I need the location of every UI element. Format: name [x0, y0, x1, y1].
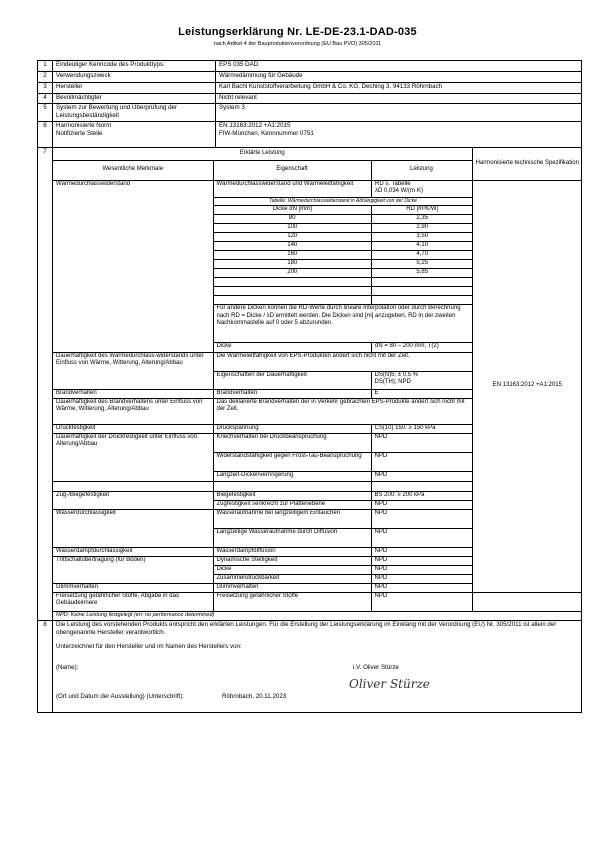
rd-value: 5,85 — [372, 269, 473, 278]
norm-label: Harmonisierte Norm — [56, 122, 112, 129]
row-label: Eindeutiger Kenncode des Produkttyps: — [53, 61, 216, 72]
eig-dicke-tritt: Dicke — [213, 565, 371, 574]
notified-body-label: Notifizierte Stelle — [56, 130, 103, 138]
row-6 — [38, 122, 582, 148]
table-row — [214, 260, 473, 269]
row-value: Nicht relevant — [216, 94, 582, 104]
thickness-value: 120 — [214, 233, 372, 242]
row-value — [216, 122, 582, 148]
merkmal-zug: Zug-/Biegefestigkeit — [53, 491, 213, 509]
leist-druck: CS(10) 150: ≥ 150 kPa — [371, 424, 472, 433]
interpolation-note-row — [214, 305, 473, 343]
name-label: (Name): — [56, 664, 79, 671]
row-number: 1 — [38, 61, 53, 72]
eig-kriech: Kriechverhalten bei Druckbeanspruchung — [213, 433, 371, 452]
merkmal-dauerhaft-druck: Dauerhaftigkeit der Druckfestigkeit unter Einfluss von Alterung/Abbau — [53, 433, 213, 481]
place-date-value: Röhrnbach, 20.11.2023 — [222, 693, 287, 700]
table-row-empty — [214, 296, 473, 305]
rd-value: 4,10 — [372, 242, 473, 251]
eig-biege: Biegefestigkeit — [213, 491, 371, 500]
document-title: Leistungserklärung Nr. LE-DE-23.1-DAD-035 — [178, 26, 417, 38]
merkmal-dauerhaft-brand: Dauerhaftigkeit des Brandverhaltens unter Einfluss von Wärme, Witterung, Alterung/Abbau — [53, 398, 213, 424]
interpolation-note: Für andere Dicken können die RD-Werte durch lineare Interpolation oder durch Berechnung nach RD = Dicke / λD ermittelt werden. Die Dicken sind [m] anzugeben, RD in der zweiten Nachkommastelle auf 0 oder 5 abzurunden. — [214, 305, 473, 343]
eig-dauerhaft: Eigenschaften der Dauerhaftigkeit — [213, 371, 371, 389]
row-number: 8 — [38, 621, 53, 713]
table-row-empty — [214, 287, 473, 296]
document-subtitle: nach Artikel 4 der Bauproduktenverordnung (EU Bau PVO) 305/2011 — [213, 41, 382, 47]
leist-dicke: dN = 80 – 200 mm; T(2) — [372, 343, 473, 352]
eig-brand: Brandverhalten — [213, 389, 371, 398]
table-row — [214, 269, 473, 278]
leist-rd: RD s. Tabelle — [375, 180, 411, 187]
rd-value: 2,90 — [372, 224, 473, 233]
table-caption-row — [214, 198, 473, 206]
eig-diffusion: Langzeitige Wasseraufnahme durch Diffusion — [213, 528, 371, 547]
row-5 — [38, 104, 582, 122]
col-header-merkmale: Wesentliche Merkmale — [53, 160, 213, 180]
eig-gef: Freisetzung gefährlicher Stoffe — [213, 592, 371, 611]
row-2 — [38, 72, 582, 83]
waerme-cell — [213, 180, 472, 352]
leist-waerme — [372, 181, 473, 198]
row-number: 3 — [38, 83, 53, 94]
section-7 — [38, 148, 582, 621]
leist-kriech: NPD — [371, 433, 472, 452]
leist-dampf: NPD — [371, 547, 472, 556]
row-number: 2 — [38, 72, 53, 83]
norm-value: EN 13163:2012 +A1:2015 — [219, 122, 291, 129]
eig-glimm: Glimmverhalten — [213, 583, 371, 592]
leist-steifigkeit: NPD — [371, 556, 472, 565]
eig-eintauchen: Wasseraufnahme bei langzeitigem Eintauchen — [213, 509, 371, 528]
performance-table — [53, 148, 582, 620]
leist-lambda: λD 0,034 W/(m·K) — [375, 188, 424, 194]
col-header-norm: Harmonisierte technische Spezifikation — [472, 148, 581, 180]
merkmal-dampf: Wasserdampfdurchlässigkeit — [53, 547, 213, 556]
merkmal-waerme: Wärmedurchlasswiderstand — [53, 180, 213, 352]
responsibility-text: Die Leistung des vorstehenden Produkts entspricht den erklärten Leistungen. Für die Erstellung der Leistungserklärung im Einklang mit der Verordnung (EU) Nr. 305/2011 ist allein der obengenannte Hersteller verantwortlich. — [56, 621, 557, 637]
thickness-value: 160 — [214, 251, 372, 260]
table-row-empty — [214, 278, 473, 287]
row-value: Karl Bachl Kunststoffverarbeitung GmbH & Co. KG, Deching 3, 94133 Röhrnbach — [216, 83, 582, 94]
waerme-subtable — [214, 181, 473, 352]
col-header-leistung: Leistung — [371, 160, 472, 180]
merkmal-dauerhaft-waerme: Dauerhaftigkeit des Wärmedurchlass-widerstands unter Einfluss von Wärme, Witterung, Alterung/Abbau — [53, 352, 213, 389]
eig-zug: Zugfestigkeit senkrecht zur Plattenebene — [213, 500, 371, 509]
rd-value: 5,25 — [372, 260, 473, 269]
eig-dampf: Wasserdampfdiffusion — [213, 547, 371, 556]
row-4 — [38, 94, 582, 104]
row-label — [53, 122, 216, 148]
leist-frost: NPD — [371, 452, 472, 471]
dauerhaft-waerme-text: Die Wärmeleitfähigkeit von EPS-Produkten ändert sich nicht mit der Zeit. — [213, 352, 472, 371]
leist-gef: NPD — [371, 592, 472, 611]
section-8 — [38, 621, 582, 713]
row-value: EPS 035 DAD — [216, 61, 582, 72]
eig-steifigkeit: Dynamische Steifigkeit — [213, 556, 371, 565]
norm-spec-value: EN 13163:2012 +A1:2015 — [472, 180, 581, 592]
row-value: Wärmedämmung für Gebäude — [216, 72, 582, 83]
thickness-col-rd: RD [m²K/W] — [372, 206, 473, 215]
performance-heading: Erklärte Leistung — [53, 148, 472, 160]
leist-zug: NPD — [371, 500, 472, 509]
eig-druck: Druckspannung — [213, 424, 371, 433]
waerme-row — [53, 180, 582, 352]
signed-for-text: Unterzeichnet für den Hersteller und im Namen des Herstellers von: — [56, 643, 242, 651]
row-number: 4 — [38, 94, 53, 104]
row-label: Verwendungszweck — [53, 72, 216, 83]
table-row — [214, 224, 473, 233]
name-value: i.V. Oliver Stürze — [353, 664, 399, 671]
signature: Oliver Stürze — [349, 677, 430, 691]
row-label: Bevollmächtigter — [53, 94, 216, 104]
performance-container — [53, 148, 582, 621]
merkmal-tritt: Trittschallübertragung (für Böden) — [53, 556, 213, 583]
eig-waerme: Wärmedurchlasswiderstand und Wärmeleitfähigkeit — [214, 181, 372, 198]
leist-dsth: DS(TH); NPD — [374, 379, 411, 385]
thickness-value: 80 — [214, 215, 372, 224]
npd-note-row — [53, 611, 582, 620]
place-date-label: (Ort und Datum der Ausstellung) (Unterschrift): — [56, 693, 184, 700]
row-label: Hersteller — [53, 83, 216, 94]
rd-value: 4,70 — [372, 251, 473, 260]
row-number: 7 — [38, 148, 53, 621]
leist-langzeit: NPD — [371, 471, 472, 481]
dauerhaft-brand-text: Das deklarierte Brandverhalten der in Verkehr gebrachten EPS-Produkte ändert sich nicht mit der Zeit. — [213, 398, 472, 424]
merkmal-glimm: Glimmverhalten — [53, 583, 213, 592]
eig-zusammendrueck: Zusammendrückbarkeit — [213, 574, 371, 583]
notified-body-value: FIW-München, Kennnummer 0751 — [219, 130, 314, 138]
rd-value: 3,50 — [372, 233, 473, 242]
table-row — [214, 233, 473, 242]
merkmal-gef: Freisetzung gefährlicher Stoffe, Abgabe in das Gebäudeinnere — [53, 592, 213, 611]
thickness-value: 140 — [214, 242, 372, 251]
row-label: System zur Bewertung und Überprüfung der Leistungsbeständigkeit — [53, 104, 216, 122]
leist-glimm: NPD — [371, 583, 472, 592]
performance-heading-row — [53, 148, 582, 160]
declaration-table — [37, 60, 582, 713]
rd-value: 2,35 — [372, 215, 473, 224]
leist-biege: BS 200: ≥ 200 kPa — [371, 491, 472, 500]
leist-diffusion: NPD — [371, 528, 472, 547]
row-3 — [38, 83, 582, 94]
thickness-col-dicke: Dicke dN [mm] — [214, 206, 372, 215]
merkmal-druck: Druckfestigkeit — [53, 424, 213, 433]
row-number: 6 — [38, 122, 53, 148]
table-row — [214, 215, 473, 224]
section-8-content — [53, 621, 582, 713]
eig-dicke: Dicke — [214, 343, 372, 352]
thickness-value: 180 — [214, 260, 372, 269]
merkmal-brand: Brandverhalten — [53, 389, 213, 398]
leist-dicke-tritt: NPD — [371, 565, 472, 574]
row-1 — [38, 61, 582, 72]
eig-langzeit: Langzeit-Dickenverringerung — [213, 471, 371, 481]
row-number: 5 — [38, 104, 53, 122]
row-value: System 3 — [216, 104, 582, 122]
table-row — [214, 251, 473, 260]
leist-dsn: DS(N)5; ± 0,5 % — [374, 371, 419, 378]
leist-dauerhaft — [371, 371, 472, 389]
thickness-value: 200 — [214, 269, 372, 278]
waerme-eigenschaft-row — [214, 181, 473, 198]
eig-frost: Widerstandsfähigkeit gegen Frost-Tau-Beanspruchung — [213, 452, 371, 471]
leist-zusammendrueck: NPD — [371, 574, 472, 583]
leist-eintauchen: NPD — [371, 509, 472, 528]
thickness-header-row — [214, 206, 473, 215]
npd-note: NPD: Keine Leistung festgelegt (en: no performance determined) — [53, 611, 582, 620]
dicke-row — [214, 343, 473, 352]
col-header-eigenschaft: Eigenschaft — [213, 160, 371, 180]
merkmal-wasser: Wasserdurchlässigkeit — [53, 509, 213, 547]
leist-brand: E — [371, 389, 472, 398]
table-row — [214, 242, 473, 251]
thickness-value: 100 — [214, 224, 372, 233]
gef-row — [53, 592, 582, 611]
thickness-table-caption: Tabelle: Wärmedurchlasswiderstand in Abhängigkeit von der Dicke — [214, 198, 473, 206]
